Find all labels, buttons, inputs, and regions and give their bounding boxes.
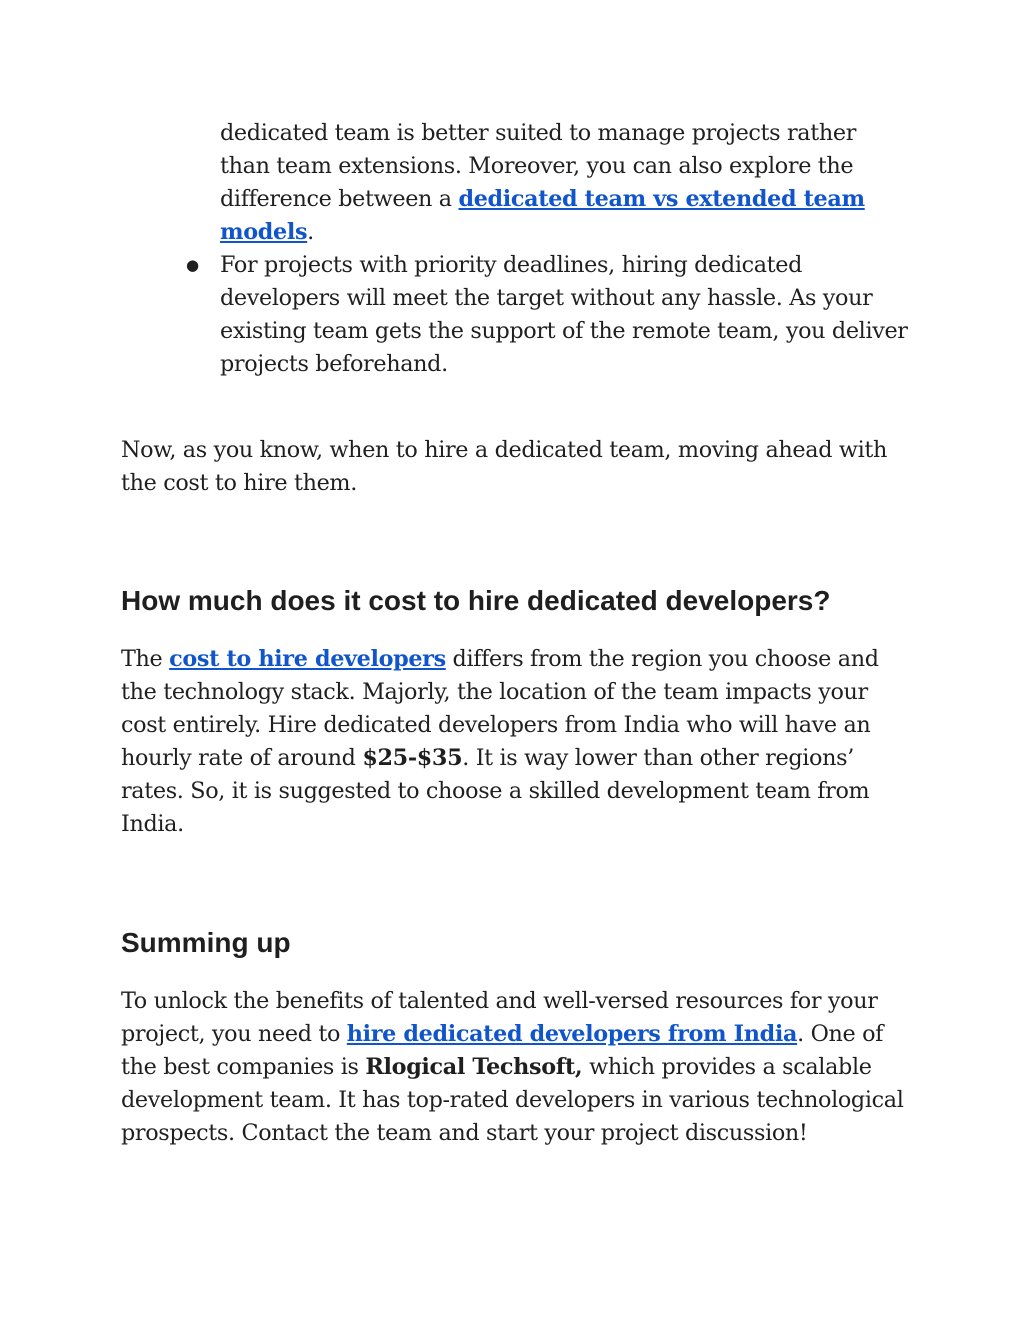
paragraph-text: . It is way lower than other regions’ rates. So, it is suggested to choose a skilled development team from India. xyxy=(121,745,870,837)
company-name: Rlogical Techsoft, xyxy=(365,1054,583,1080)
paragraph-text: which provides a scalable development team. It has top-rated developers in various technological prospects. Contact the team and start your project discussion! xyxy=(121,1054,904,1146)
cost-to-hire-link[interactable]: cost to hire developers xyxy=(169,646,446,672)
cost-paragraph xyxy=(121,643,911,841)
list-item-continued xyxy=(220,117,911,249)
transition-paragraph: Now, as you know, when to hire a dedicated team, moving ahead with the cost to hire them. xyxy=(121,437,888,496)
summary-paragraph xyxy=(121,985,911,1150)
bullet-list xyxy=(121,117,911,381)
document-page xyxy=(121,117,911,1150)
list-item-text: For projects with priority deadlines, hiring dedicated developers will meet the target without any hassle. As your existing team gets the support of the remote team, you deliver projects beforehand. xyxy=(220,252,908,377)
paragraph-text: The xyxy=(121,646,170,672)
paragraph-text: . One of the best companies is xyxy=(121,1021,884,1080)
hire-developers-india-link[interactable]: hire dedicated developers from India xyxy=(346,1021,798,1047)
hourly-rate: $25-$35 xyxy=(362,745,463,771)
summary-heading: Summing up xyxy=(121,927,291,958)
paragraph-text: To unlock the benefits of talented and well-versed resources for your project, you need to xyxy=(121,988,878,1047)
list-item xyxy=(220,249,911,381)
dedicated-vs-extended-link[interactable]: dedicated team vs extended team models xyxy=(220,186,865,245)
paragraph-text: differs from the region you choose and the technology stack. Majorly, the location of the team impacts your cost entirely. Hire dedicated developers from India who will have an hourly rate of around xyxy=(121,646,879,771)
list-item-text: . xyxy=(307,219,314,245)
list-item-text: dedicated team is better suited to manage projects rather than team extensions. Moreover, you can also explore the difference between a xyxy=(220,120,857,212)
cost-heading: How much does it cost to hire dedicated developers? xyxy=(121,585,831,616)
